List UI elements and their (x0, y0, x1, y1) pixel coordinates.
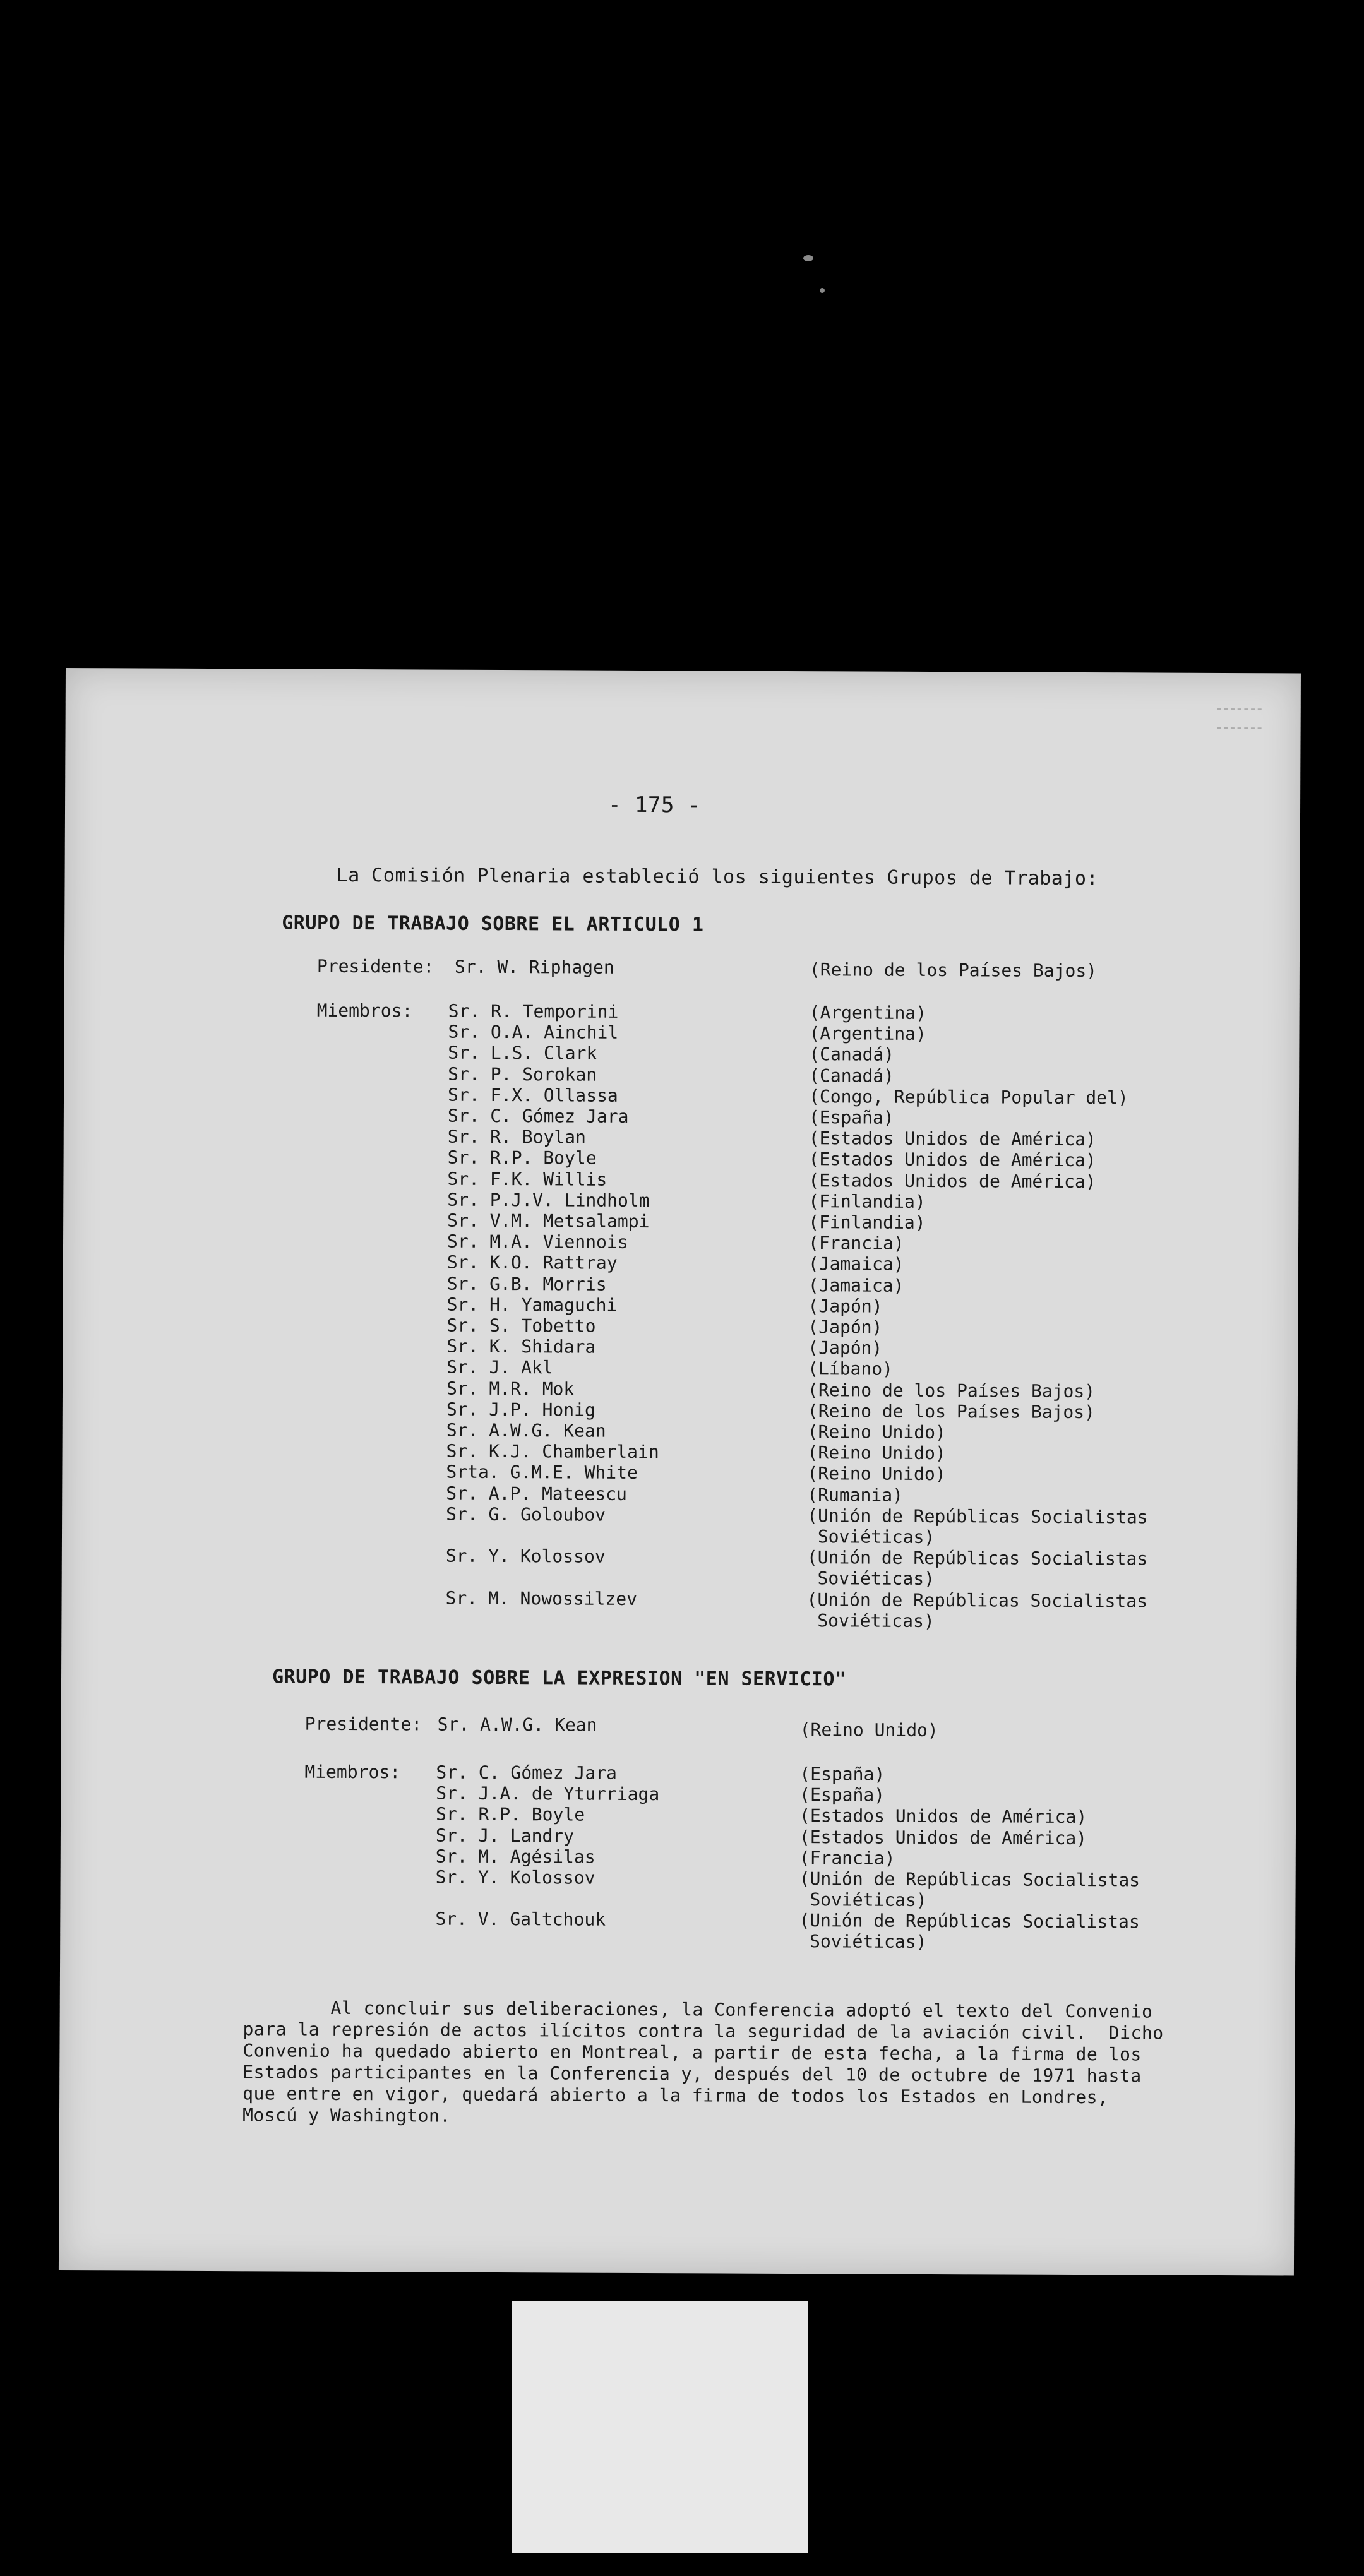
member-country: (Japón) (808, 1295, 883, 1317)
member-country: (Argentina) (809, 1023, 926, 1045)
member-name: Sr. J. Akl (446, 1357, 553, 1378)
member-country: (Congo, República Popular del) (808, 1085, 1128, 1109)
closing-line: que entre en vigor, quedará abierto a la firma de todos los Estados en Londres, (242, 2083, 1109, 2108)
group2-title: GRUPO DE TRABAJO SOBRE LA EXPRESION "EN SERVICIO" (272, 1666, 847, 1691)
corner-mark (1217, 708, 1262, 729)
member-name: Sr. G. Goloubov (446, 1503, 606, 1525)
member-country: (Finlandia) (808, 1190, 926, 1212)
member-country: (Rumania) (807, 1484, 904, 1506)
member-country: (Jamaica) (808, 1253, 904, 1275)
member-name: Sr. P.J.V. Lindholm (447, 1189, 650, 1211)
member-name: Sr. A.W.G. Kean (446, 1419, 606, 1441)
group1-president-country: (Reino de los Países Bajos) (809, 959, 1098, 982)
group1-title: GRUPO DE TRABAJO SOBRE EL ARTICULO 1 (282, 912, 704, 936)
group2-members-label: Miembros: (304, 1761, 401, 1783)
member-name: Sr. J. Landry (435, 1825, 575, 1847)
member-name: Sr. H. Yamaguchi (446, 1294, 618, 1316)
member-name: Sr. J.A. de Yturriaga (436, 1782, 660, 1805)
member-country: (Unión de Repúblicas Socialistas Soviéticas) (806, 1589, 1148, 1631)
member-country: (Reino de los Países Bajos) (807, 1400, 1096, 1422)
member-name: Sr. M. Nowossilzev (445, 1587, 638, 1609)
member-country: (Estados Unidos de América) (799, 1805, 1087, 1828)
member-name: Sr. S. Tobetto (446, 1315, 596, 1337)
member-country: (Argentina) (809, 1002, 927, 1023)
member-name: Sr. R. Boylan (447, 1126, 586, 1148)
member-name: Sr. F.X. Ollassa (447, 1084, 618, 1106)
intro-text: La Comisión Plenaria estableció los siguientes Grupos de Trabajo: (336, 864, 1099, 890)
member-country: (Reino de los Países Bajos) (807, 1379, 1096, 1402)
member-country: (Líbano) (808, 1358, 894, 1380)
member-name: Sr. G.B. Morris (446, 1273, 607, 1295)
member-country: (Japón) (808, 1316, 883, 1338)
group1-members-label: Miembros: (316, 999, 413, 1022)
member-name: Sr. R.P. Boyle (436, 1803, 585, 1825)
member-country: (Japón) (808, 1337, 883, 1359)
member-name: Sr. V. Galtchouk (435, 1908, 606, 1931)
member-name: Sr. P. Sorokan (448, 1063, 597, 1085)
member-country: (España) (808, 1107, 894, 1128)
member-name: Sr. R. Temporini (448, 1000, 619, 1022)
film-speck (803, 255, 813, 261)
member-name: Sr. M.A. Viennois (446, 1231, 628, 1253)
closing-line: Convenio ha quedado abierto en Montreal, a partir de esta fecha, a la firma de los (242, 2040, 1142, 2065)
film-speck (820, 288, 825, 293)
group2-president-label: Presidente: (304, 1713, 422, 1735)
member-name: Sr. K.J. Chamberlain (446, 1440, 659, 1463)
member-country: (Estados Unidos de América) (808, 1169, 1096, 1192)
member-country: (Jamaica) (808, 1274, 904, 1296)
closing-line: Estados participantes en la Conferencia y, después del 10 de octubre de 1971 hasta (242, 2061, 1142, 2087)
member-country: (Unión de Repúblicas Socialistas Soviéticas) (806, 1547, 1148, 1590)
member-country: (Canadá) (809, 1064, 895, 1087)
member-country: (España) (799, 1784, 885, 1806)
page-number: - 175 - (607, 792, 701, 818)
film-card (512, 2301, 808, 2553)
member-name: Sr. F.K. Willis (447, 1168, 607, 1190)
member-name: Sr. A.P. Mateescu (446, 1482, 627, 1505)
member-country: (Francia) (808, 1232, 904, 1254)
group1-president-label: Presidente: (316, 955, 434, 977)
member-country: (Estados Unidos de América) (799, 1826, 1087, 1849)
member-name: Sr. R.P. Boyle (447, 1147, 597, 1169)
member-country: (Francia) (799, 1847, 895, 1869)
member-country: (Finlandia) (808, 1212, 926, 1233)
member-country: (Estados Unidos de América) (808, 1128, 1096, 1150)
closing-paragraph (242, 1997, 1253, 2130)
member-name: Sr. K.O. Rattray (446, 1252, 618, 1274)
member-country: (Reino Unido) (807, 1463, 946, 1485)
member-country: (Unión de Repúblicas Socialistas Soviéticas) (806, 1505, 1148, 1547)
member-name: Sr. J.P. Honig (446, 1398, 595, 1421)
member-name: Sr. V.M. Metsalampi (447, 1210, 650, 1232)
member-name: Sr. C. Gómez Jara (436, 1762, 618, 1784)
member-name: Sr. L.S. Clark (448, 1042, 597, 1064)
group2-president-name: Sr. A.W.G. Kean (437, 1714, 597, 1736)
member-name: Sr. O.A. Ainchil (448, 1021, 619, 1044)
closing-line: para la represión de actos ilícitos contra la seguridad de la aviación civil. Dicho (242, 2018, 1164, 2044)
member-country: (Canadá) (809, 1044, 895, 1066)
member-name: Sr. Y. Kolossov (445, 1545, 606, 1567)
member-name: Sr. M.R. Mok (446, 1378, 575, 1400)
document-page (59, 668, 1301, 2276)
member-name: Srta. G.M.E. White (446, 1462, 638, 1484)
group2-president-country: (Reino Unido) (799, 1719, 938, 1741)
closing-line: Al concluir sus deliberaciones, la Conferencia adoptó el texto del Convenio (242, 1997, 1153, 2022)
member-country: (Unión de Repúblicas Socialistas Soviéticas) (799, 1910, 1140, 1953)
member-name: Sr. Y. Kolossov (435, 1866, 595, 1888)
member-name: Sr. C. Gómez Jara (447, 1105, 629, 1127)
closing-line: Moscú y Washington. (242, 2104, 451, 2126)
member-name: Sr. K. Shidara (446, 1335, 596, 1357)
member-country: (Reino Unido) (807, 1421, 946, 1443)
member-country: (Estados Unidos de América) (808, 1148, 1096, 1171)
member-country: (Reino Unido) (807, 1442, 946, 1464)
group1-president-name: Sr. W. Riphagen (454, 956, 614, 978)
member-name: Sr. M. Agésilas (435, 1846, 595, 1868)
member-country: (Unión de Repúblicas Socialistas Soviéticas) (799, 1868, 1140, 1911)
member-country: (España) (799, 1763, 885, 1785)
